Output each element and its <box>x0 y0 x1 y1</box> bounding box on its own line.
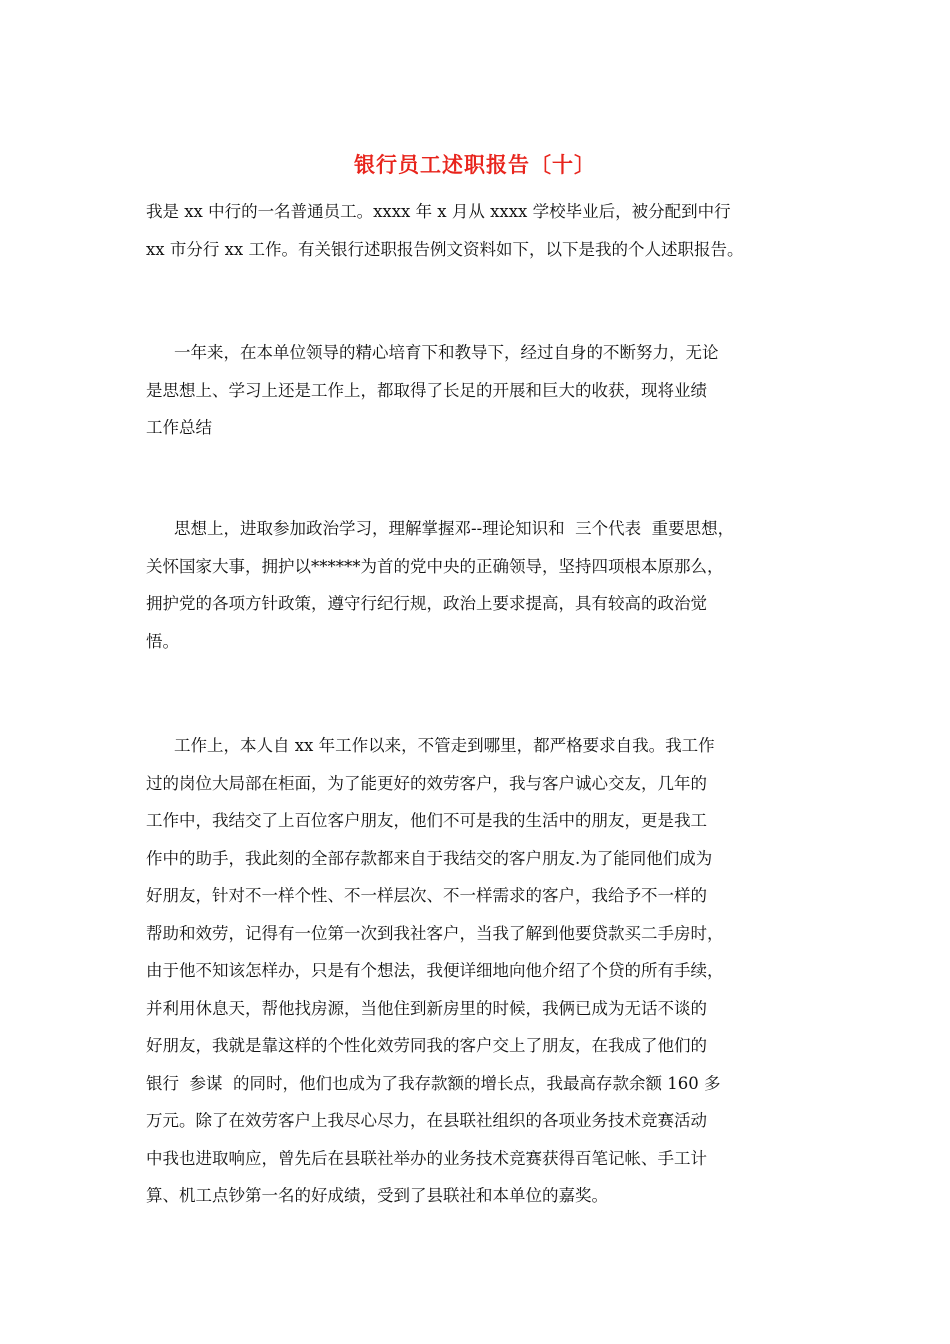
paragraph-line: 中我也进取响应，曾先后在县联社举办的业务技术竞赛获得百笔记帐、手工计 <box>146 1148 707 1168</box>
paragraph-line: 好朋友，我就是靠这样的个性化效劳同我的客户交上了朋友，在我成了他们的 <box>146 1036 707 1055</box>
paragraph-line: 关怀国家大事，拥护以******为首的党中央的正确领导，坚持四项根本原那么， <box>146 556 724 576</box>
paragraph-line: 一年来，在本单位领导的精心培育下和教导下，经过自身的不断努力，无论 <box>174 343 719 362</box>
paragraph-line: 悟。 <box>146 631 179 651</box>
paragraph-line: 是思想上、学习上还是工作上，都取得了长足的开展和巨大的收获，现将业绩 <box>146 380 707 400</box>
paragraph-intro <box>146 193 836 268</box>
paragraph-line: 并利用休息天，帮他找房源，当他住到新房里的时候，我俩已成为无话不谈的 <box>146 998 707 1018</box>
paragraph-line: 思想上，进取参加政治学习，理解掌握邓--理论知识和 三个代表 重要思想， <box>174 519 735 538</box>
paragraph-line: 工作总结 <box>146 418 212 437</box>
paragraph-line: 算、机工点钞第一名的好成绩，受到了县联社和本单位的嘉奖。 <box>146 1186 608 1205</box>
paragraph-line: 由于他不知该怎样办，只是有个想法，我便详细地向他介绍了个贷的所有手续， <box>146 961 724 980</box>
paragraph-line: 好朋友，针对不一样个性、不一样层次、不一样需求的客户，我给予不一样的 <box>146 886 707 905</box>
paragraph-summary <box>146 334 836 447</box>
paragraph-line: 帮助和效劳，记得有一位第一次到我社客户，当我了解到他要贷款买二手房时， <box>146 923 724 943</box>
paragraph-line: xx 市分行 xx 工作。有关银行述职报告例文资料如下，以下是我的个人述职报告。 <box>146 239 744 259</box>
paragraph-line: 拥护党的各项方针政策，遵守行纪行规，政治上要求提高，具有较高的政治觉 <box>146 594 707 613</box>
paragraph-line: 作中的助手，我此刻的全部存款都来自于我结交的客户朋友.为了能同他们成为 <box>146 848 713 868</box>
paragraph-work <box>146 727 836 1215</box>
paragraph-line: 银行 参谋 的同时，他们也成为了我存款额的增长点，我最高存款余额 160 多 <box>146 1073 721 1093</box>
paragraph-line: 工作中，我结交了上百位客户朋友，他们不可是我的生活中的朋友，更是我工 <box>146 811 707 830</box>
paragraph-line: 工作上，本人自 xx 年工作以来，不管走到哪里，都严格要求自我。我工作 <box>174 736 715 755</box>
paragraph-line: 过的岗位大局部在柜面，为了能更好的效劳客户，我与客户诚心交友，几年的 <box>146 773 707 793</box>
paragraph-line: 万元。除了在效劳客户上我尽心尽力，在县联社组织的各项业务技术竞赛活动 <box>146 1111 707 1130</box>
document-title: 银行员工述职报告〔十〕 <box>354 152 596 177</box>
paragraph-line: 我是 xx 中行的一名普通员工。xxxx 年 x 月从 xxxx 学校毕业后，被分配到中行 <box>146 202 731 221</box>
paragraph-ideology <box>146 510 836 660</box>
